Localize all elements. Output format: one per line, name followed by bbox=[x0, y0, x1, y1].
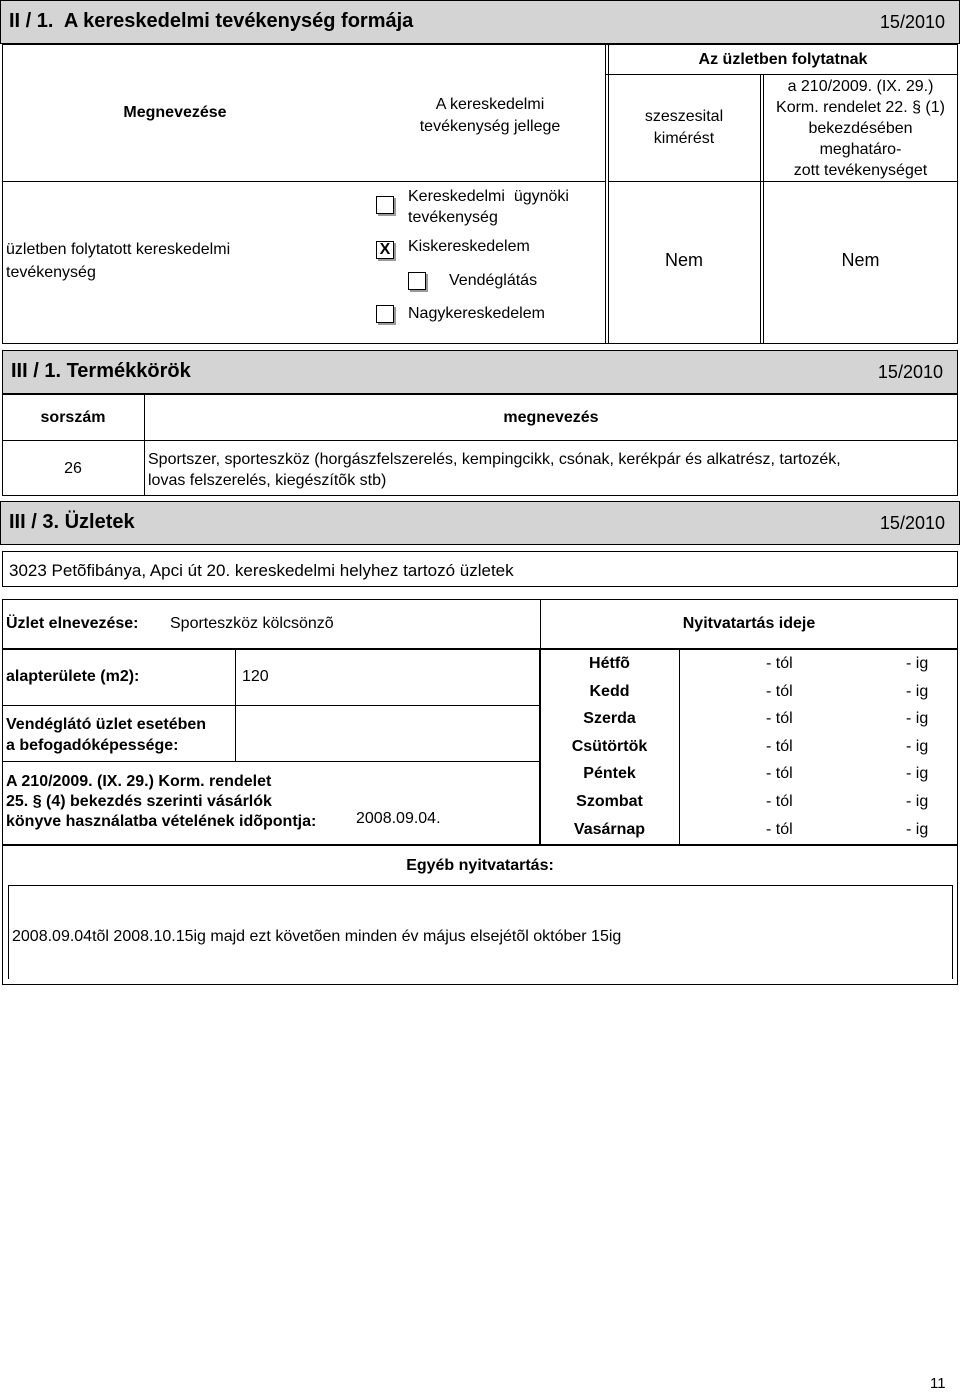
book-label-line1: A 210/2009. (IX. 29.) Korm. rendelet bbox=[6, 773, 272, 790]
col-header-alcohol-line2: kimérést bbox=[653, 130, 715, 147]
section-title: II / 1. A kereskedelmi tevékenység formája bbox=[9, 10, 414, 32]
col-header-nature-line2: tevékenység jellege bbox=[419, 118, 561, 135]
hours-to: - ig bbox=[906, 765, 929, 783]
checkbox-catering[interactable] bbox=[408, 272, 426, 290]
capacity-label-line1: Vendéglátó üzlet esetében bbox=[6, 716, 207, 733]
row-name-line1: üzletben folytatott kereskedelmi bbox=[6, 241, 231, 258]
hours-to: - ig bbox=[906, 682, 929, 700]
product-name-line1: Sportszer, sporteszköz (horgászfelszerelés, kempingcikk, csónak, kerékpár és alkatrész, tartozék, bbox=[148, 451, 841, 468]
hours-from: - tól bbox=[766, 793, 793, 810]
hours-to: - ig bbox=[906, 710, 929, 728]
col-header-shop: Az üzletben folytatnak bbox=[698, 51, 868, 68]
hours-row bbox=[540, 817, 958, 845]
hours-day: Szerda bbox=[583, 710, 636, 728]
section-header-shops bbox=[0, 501, 960, 545]
product-name bbox=[148, 449, 948, 491]
other-hours-label: Egyéb nyitvatartás: bbox=[406, 857, 554, 874]
hours-header: Nyitvatartás ideje bbox=[682, 615, 816, 632]
option-agent-line2: tevékenység bbox=[408, 209, 498, 226]
section-number: 15/2010 bbox=[879, 513, 945, 533]
hours-to: - ig bbox=[906, 820, 929, 838]
row-name bbox=[6, 238, 306, 284]
book-label bbox=[6, 772, 316, 832]
shop-address: 3023 Petõfibánya, Apci út 20. kereskedelmi helyhez tartozó üzletek bbox=[9, 561, 514, 580]
book-label-line3: könyve használatba vételének idõpontja: bbox=[6, 813, 317, 830]
hours-from: - tól bbox=[766, 655, 793, 672]
shop-address-box bbox=[2, 551, 958, 587]
col-header-decree-line1: a 210/2009. (IX. 29.) bbox=[787, 78, 934, 95]
section-number: 15/2010 bbox=[877, 362, 943, 382]
section-title: III / 1. Termékkörök bbox=[11, 360, 191, 382]
shop-name-value: Sporteszköz kölcsönzõ bbox=[170, 615, 334, 632]
book-label-line2: 25. § (4) bekezdés szerinti vásárlók bbox=[6, 793, 272, 810]
hours-day: Kedd bbox=[589, 682, 630, 700]
alcohol-value: Nem bbox=[664, 250, 703, 270]
section-number: 15/2010 bbox=[879, 12, 945, 32]
hours-to: - ig bbox=[906, 737, 929, 755]
decree-value: Nem bbox=[841, 250, 880, 270]
checkbox-wholesale[interactable] bbox=[376, 305, 394, 323]
hours-to: - ig bbox=[906, 793, 929, 810]
hours-from: - tól bbox=[766, 682, 793, 700]
hours-row bbox=[540, 651, 958, 679]
option-catering-label: Vendéglátás bbox=[449, 272, 538, 289]
product-name-line2: lovas felszerelés, kiegészítõk stb) bbox=[148, 472, 387, 489]
col-header-decree-line4: meghatáro- bbox=[819, 141, 902, 158]
hours-row bbox=[540, 761, 958, 789]
hours-from: - tól bbox=[766, 710, 793, 728]
page-number: 11 bbox=[930, 1375, 946, 1392]
hours-from: - tól bbox=[766, 765, 793, 783]
option-wholesale-label: Nagykereskedelem bbox=[408, 305, 545, 322]
col-header-nature bbox=[380, 94, 600, 138]
checkbox-retail[interactable]: X bbox=[376, 241, 394, 259]
col-header-alcohol bbox=[608, 106, 760, 150]
col-header-decree-line3: bekezdésében bbox=[808, 120, 913, 137]
hours-row bbox=[540, 706, 958, 734]
hours-to: - ig bbox=[906, 655, 929, 672]
col-header-alcohol-line1: szeszesital bbox=[644, 108, 724, 125]
section-header-activity-form bbox=[0, 0, 960, 44]
option-retail-label: Kiskereskedelem bbox=[408, 238, 530, 255]
book-value: 2008.09.04. bbox=[356, 810, 441, 827]
col-header-decree bbox=[763, 76, 958, 181]
col-header-nature-line1: A kereskedelmi bbox=[435, 96, 545, 113]
hours-row bbox=[540, 679, 958, 707]
row-name-line2: tevékenység bbox=[6, 264, 96, 281]
other-hours-value: 2008.09.04tõl 2008.10.15ig majd ezt követõen minden év május elsejétõl október 15ig bbox=[12, 928, 622, 945]
hours-day: Vasárnap bbox=[573, 820, 646, 838]
hours-day: Szombat bbox=[576, 793, 643, 810]
hours-day: Csütörtök bbox=[571, 737, 648, 755]
area-label: alapterülete (m2): bbox=[6, 668, 140, 685]
hours-day: Péntek bbox=[583, 765, 636, 783]
col-header-product-name: megnevezés bbox=[503, 409, 599, 426]
hours-from: - tól bbox=[766, 737, 793, 755]
hours-from: - tól bbox=[766, 820, 793, 838]
checkbox-agent[interactable] bbox=[376, 196, 394, 214]
col-header-decree-line5: zott tevékenységet bbox=[793, 162, 928, 179]
section-header-product-groups bbox=[2, 350, 958, 394]
col-header-seq: sorszám bbox=[40, 409, 106, 426]
capacity-label bbox=[6, 714, 206, 756]
hours-day: Hétfõ bbox=[589, 655, 630, 672]
hours-row bbox=[540, 734, 958, 762]
col-header-decree-line2: Korm. rendelet 22. § (1) bbox=[776, 99, 945, 116]
shop-name-label: Üzlet elnevezése: bbox=[6, 615, 139, 632]
section-title: III / 3. Üzletek bbox=[9, 511, 135, 533]
product-seq: 26 bbox=[64, 460, 82, 477]
col-header-name: Megnevezése bbox=[123, 104, 227, 121]
area-value: 120 bbox=[242, 668, 269, 685]
hours-row bbox=[540, 789, 958, 817]
option-agent-line1: Kereskedelmi ügynöki bbox=[408, 188, 569, 205]
capacity-label-line2: a befogadóképessége: bbox=[6, 737, 179, 754]
option-agent-label bbox=[408, 186, 569, 228]
